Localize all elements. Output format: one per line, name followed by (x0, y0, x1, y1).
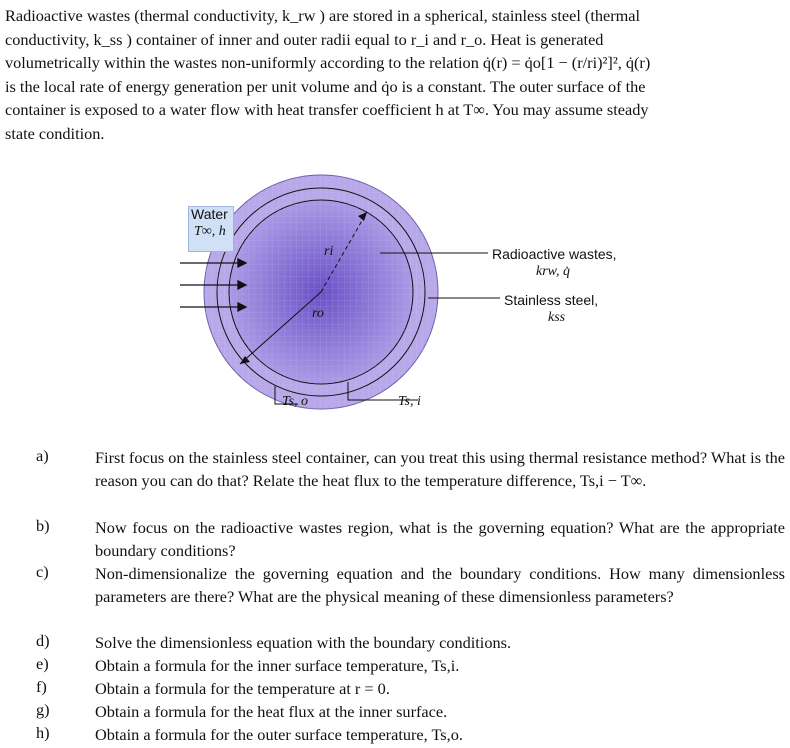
ri-label: ri (324, 244, 334, 259)
question-text: First focus on the stainless steel container, can you treat this using thermal resistance method? What is the reason you can do that? Relate the heat flux to the temperature difference, Ts,i − T∞. (95, 448, 785, 491)
question-text: Obtain a formula for the heat flux at the inner surface. (95, 702, 448, 721)
question-text: Now focus on the radioactive wastes region, what is the governing equation? What are the appropriate boundary conditions? (95, 518, 785, 561)
question-text: Obtain a formula for the outer surface temperature, Ts,o. (95, 725, 463, 744)
radioactive-label: Radioactive wastes, (492, 246, 617, 262)
question-letter: g) (36, 700, 50, 719)
tsi-label: Ts, i (398, 394, 421, 409)
tso-label: Ts, o (282, 394, 308, 409)
question-letter: a) (36, 446, 49, 465)
statement-line: conductivity, k_ss ) container of inner and outer radii equal to r_i and r_o. Heat is generated (5, 29, 604, 49)
question-text: Solve the dimensionless equation with the boundary conditions. (95, 633, 512, 652)
question-text: Obtain a formula for the inner surface temperature, Ts,i. (95, 656, 460, 675)
question-letter: c) (36, 562, 49, 581)
question-letter: h) (36, 723, 50, 742)
statement-line: state condition. (5, 123, 105, 143)
statement-line: is the local rate of energy generation per unit volume and q̇o is a constant. The outer surface of the (5, 76, 646, 96)
question-letter: b) (36, 516, 50, 535)
question-letter: e) (36, 654, 49, 673)
water-label: Water (191, 206, 228, 222)
steel-params: kss (548, 310, 566, 325)
statement-line: volumetrically within the wastes non-uniformly according to the relation q̇(r) = q̇o[1 − (r/ri)²]², q̇(r) (5, 53, 651, 73)
water-params: T∞, h (194, 224, 226, 239)
question-text: Non-dimensionalize the governing equation and the boundary conditions. How many dimensionless parameters are there? What are the physical meaning of these dimensionless parameters? (95, 564, 785, 607)
question-letter: d) (36, 631, 50, 650)
radioactive-params: krw, q̇ (536, 264, 570, 279)
question-letter: f) (36, 677, 47, 696)
problem-statement (5, 4, 785, 146)
ro-label: ro (312, 306, 324, 321)
steel-label: Stainless steel, (504, 292, 599, 308)
statement-line: container is exposed to a water flow with heat transfer coefficient h at T∞. You may assume steady (5, 100, 649, 120)
statement-line: Radioactive wastes (thermal conductivity, k_rw ) are stored in a spherical, stainless steel (thermal (5, 6, 641, 25)
question-text: Obtain a formula for the temperature at r = 0. (95, 679, 390, 698)
sphere-diagram (170, 168, 640, 426)
